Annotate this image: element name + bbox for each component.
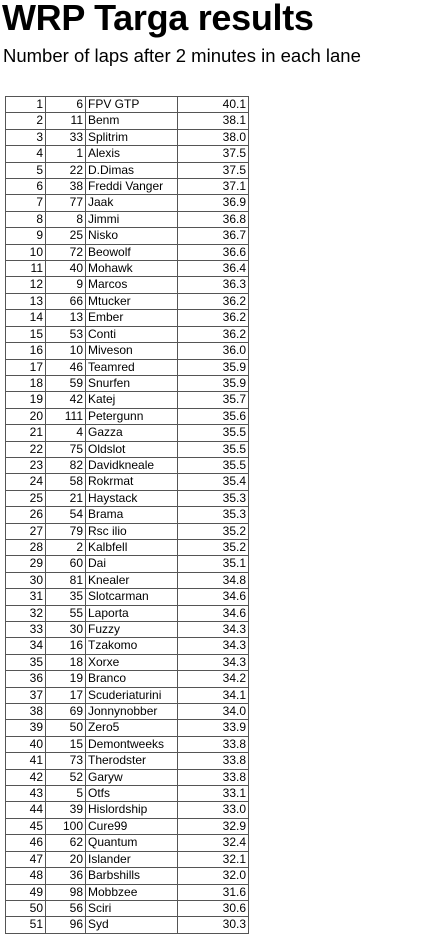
laps-cell: 37.5 — [178, 162, 249, 178]
driver-name-cell: D.Dimas — [86, 162, 178, 178]
position-cell: 16 — [6, 343, 46, 359]
driver-name-cell: Teamred — [86, 359, 178, 375]
position-cell: 20 — [6, 408, 46, 424]
position-cell: 26 — [6, 507, 46, 523]
laps-cell: 35.4 — [178, 474, 249, 490]
driver-name-cell: Laporta — [86, 605, 178, 621]
driver-name-cell: Otfs — [86, 786, 178, 802]
driver-name-cell: Katej — [86, 392, 178, 408]
position-cell: 43 — [6, 786, 46, 802]
car-number-cell: 2 — [46, 539, 86, 555]
driver-name-cell: Cure99 — [86, 818, 178, 834]
car-number-cell: 54 — [46, 507, 86, 523]
table-row — [6, 802, 249, 818]
car-number-cell: 19 — [46, 671, 86, 687]
driver-name-cell: Barbshills — [86, 868, 178, 884]
laps-cell: 36.2 — [178, 310, 249, 326]
car-number-cell: 59 — [46, 375, 86, 391]
car-number-cell: 82 — [46, 457, 86, 473]
laps-cell: 35.5 — [178, 441, 249, 457]
laps-cell: 33.0 — [178, 802, 249, 818]
car-number-cell: 11 — [46, 113, 86, 129]
laps-cell: 34.0 — [178, 704, 249, 720]
laps-cell: 34.2 — [178, 671, 249, 687]
table-row — [6, 868, 249, 884]
laps-cell: 36.8 — [178, 211, 249, 227]
car-number-cell: 98 — [46, 884, 86, 900]
laps-cell: 34.3 — [178, 638, 249, 654]
car-number-cell: 52 — [46, 769, 86, 785]
driver-name-cell: Fuzzy — [86, 622, 178, 638]
driver-name-cell: Therodster — [86, 753, 178, 769]
car-number-cell: 62 — [46, 835, 86, 851]
position-cell: 47 — [6, 851, 46, 867]
table-row — [6, 654, 249, 670]
driver-name-cell: Freddi Vanger — [86, 179, 178, 195]
driver-name-cell: Ember — [86, 310, 178, 326]
table-row — [6, 704, 249, 720]
table-row — [6, 359, 249, 375]
laps-cell: 36.4 — [178, 261, 249, 277]
car-number-cell: 96 — [46, 917, 86, 933]
position-cell: 34 — [6, 638, 46, 654]
laps-cell: 34.1 — [178, 687, 249, 703]
laps-cell: 38.0 — [178, 129, 249, 145]
driver-name-cell: Haystack — [86, 490, 178, 506]
table-row — [6, 671, 249, 687]
driver-name-cell: Branco — [86, 671, 178, 687]
laps-cell: 30.3 — [178, 917, 249, 933]
table-row — [6, 179, 249, 195]
table-row — [6, 392, 249, 408]
car-number-cell: 22 — [46, 162, 86, 178]
driver-name-cell: FPV GTP — [86, 97, 178, 113]
laps-cell: 35.1 — [178, 556, 249, 572]
position-cell: 35 — [6, 654, 46, 670]
position-cell: 5 — [6, 162, 46, 178]
car-number-cell: 56 — [46, 900, 86, 916]
laps-cell: 36.3 — [178, 277, 249, 293]
table-row — [6, 326, 249, 342]
laps-cell: 32.0 — [178, 868, 249, 884]
laps-cell: 34.3 — [178, 622, 249, 638]
car-number-cell: 1 — [46, 146, 86, 162]
position-cell: 30 — [6, 572, 46, 588]
table-row — [6, 277, 249, 293]
position-cell: 4 — [6, 146, 46, 162]
car-number-cell: 20 — [46, 851, 86, 867]
position-cell: 39 — [6, 720, 46, 736]
car-number-cell: 40 — [46, 261, 86, 277]
driver-name-cell: Jaak — [86, 195, 178, 211]
table-row — [6, 835, 249, 851]
position-cell: 42 — [6, 769, 46, 785]
laps-cell: 33.1 — [178, 786, 249, 802]
table-row — [6, 589, 249, 605]
car-number-cell: 8 — [46, 211, 86, 227]
table-row — [6, 97, 249, 113]
table-row — [6, 425, 249, 441]
driver-name-cell: Mohawk — [86, 261, 178, 277]
laps-cell: 40.1 — [178, 97, 249, 113]
driver-name-cell: Mobbzee — [86, 884, 178, 900]
driver-name-cell: Gazza — [86, 425, 178, 441]
laps-cell: 37.1 — [178, 179, 249, 195]
position-cell: 8 — [6, 211, 46, 227]
driver-name-cell: Splitrim — [86, 129, 178, 145]
driver-name-cell: Quantum — [86, 835, 178, 851]
laps-cell: 35.3 — [178, 507, 249, 523]
table-row — [6, 539, 249, 555]
table-row — [6, 818, 249, 834]
laps-cell: 33.9 — [178, 720, 249, 736]
results-table-body — [6, 97, 249, 934]
table-row — [6, 523, 249, 539]
driver-name-cell: Petergunn — [86, 408, 178, 424]
car-number-cell: 46 — [46, 359, 86, 375]
laps-cell: 35.7 — [178, 392, 249, 408]
driver-name-cell: Mtucker — [86, 293, 178, 309]
position-cell: 12 — [6, 277, 46, 293]
position-cell: 40 — [6, 736, 46, 752]
car-number-cell: 42 — [46, 392, 86, 408]
table-row — [6, 769, 249, 785]
laps-cell: 35.5 — [178, 425, 249, 441]
table-row — [6, 228, 249, 244]
laps-cell: 36.2 — [178, 326, 249, 342]
results-table — [5, 96, 249, 934]
driver-name-cell: Dai — [86, 556, 178, 572]
laps-cell: 32.4 — [178, 835, 249, 851]
table-row — [6, 310, 249, 326]
table-row — [6, 113, 249, 129]
table-row — [6, 261, 249, 277]
driver-name-cell: Rsc ilio — [86, 523, 178, 539]
table-row — [6, 720, 249, 736]
driver-name-cell: Scuderiaturini — [86, 687, 178, 703]
car-number-cell: 36 — [46, 868, 86, 884]
table-row — [6, 638, 249, 654]
laps-cell: 30.6 — [178, 900, 249, 916]
position-cell: 27 — [6, 523, 46, 539]
driver-name-cell: Conti — [86, 326, 178, 342]
laps-cell: 32.9 — [178, 818, 249, 834]
car-number-cell: 73 — [46, 753, 86, 769]
table-row — [6, 408, 249, 424]
laps-cell: 35.3 — [178, 490, 249, 506]
car-number-cell: 18 — [46, 654, 86, 670]
laps-cell: 34.6 — [178, 589, 249, 605]
position-cell: 22 — [6, 441, 46, 457]
car-number-cell: 21 — [46, 490, 86, 506]
car-number-cell: 60 — [46, 556, 86, 572]
position-cell: 32 — [6, 605, 46, 621]
position-cell: 24 — [6, 474, 46, 490]
laps-cell: 34.8 — [178, 572, 249, 588]
position-cell: 11 — [6, 261, 46, 277]
table-row — [6, 556, 249, 572]
position-cell: 48 — [6, 868, 46, 884]
driver-name-cell: Knealer — [86, 572, 178, 588]
position-cell: 13 — [6, 293, 46, 309]
position-cell: 44 — [6, 802, 46, 818]
car-number-cell: 75 — [46, 441, 86, 457]
position-cell: 15 — [6, 326, 46, 342]
table-row — [6, 343, 249, 359]
car-number-cell: 50 — [46, 720, 86, 736]
table-row — [6, 622, 249, 638]
table-row — [6, 441, 249, 457]
car-number-cell: 38 — [46, 179, 86, 195]
table-row — [6, 786, 249, 802]
driver-name-cell: Garyw — [86, 769, 178, 785]
position-cell: 38 — [6, 704, 46, 720]
driver-name-cell: Tzakomo — [86, 638, 178, 654]
driver-name-cell: Jimmi — [86, 211, 178, 227]
driver-name-cell: Hislordship — [86, 802, 178, 818]
laps-cell: 33.8 — [178, 753, 249, 769]
table-row — [6, 572, 249, 588]
car-number-cell: 16 — [46, 638, 86, 654]
table-row — [6, 900, 249, 916]
table-row — [6, 687, 249, 703]
driver-name-cell: Miveson — [86, 343, 178, 359]
car-number-cell: 10 — [46, 343, 86, 359]
position-cell: 41 — [6, 753, 46, 769]
driver-name-cell: Brama — [86, 507, 178, 523]
laps-cell: 36.2 — [178, 293, 249, 309]
car-number-cell: 15 — [46, 736, 86, 752]
table-row — [6, 244, 249, 260]
driver-name-cell: Sciri — [86, 900, 178, 916]
laps-cell: 31.6 — [178, 884, 249, 900]
table-row — [6, 146, 249, 162]
car-number-cell: 100 — [46, 818, 86, 834]
table-row — [6, 605, 249, 621]
car-number-cell: 53 — [46, 326, 86, 342]
table-row — [6, 851, 249, 867]
car-number-cell: 35 — [46, 589, 86, 605]
car-number-cell: 5 — [46, 786, 86, 802]
driver-name-cell: Demontweeks — [86, 736, 178, 752]
table-row — [6, 490, 249, 506]
driver-name-cell: Marcos — [86, 277, 178, 293]
position-cell: 19 — [6, 392, 46, 408]
laps-cell: 35.2 — [178, 523, 249, 539]
position-cell: 17 — [6, 359, 46, 375]
position-cell: 50 — [6, 900, 46, 916]
position-cell: 49 — [6, 884, 46, 900]
car-number-cell: 33 — [46, 129, 86, 145]
position-cell: 33 — [6, 622, 46, 638]
laps-cell: 35.5 — [178, 457, 249, 473]
page-title: WRP Targa results — [2, 0, 314, 38]
position-cell: 2 — [6, 113, 46, 129]
table-row — [6, 375, 249, 391]
driver-name-cell: Slotcarman — [86, 589, 178, 605]
car-number-cell: 6 — [46, 97, 86, 113]
position-cell: 51 — [6, 917, 46, 933]
driver-name-cell: Alexis — [86, 146, 178, 162]
position-cell: 21 — [6, 425, 46, 441]
table-row — [6, 293, 249, 309]
position-cell: 28 — [6, 539, 46, 555]
table-row — [6, 884, 249, 900]
driver-name-cell: Kalbfell — [86, 539, 178, 555]
car-number-cell: 69 — [46, 704, 86, 720]
driver-name-cell: Benm — [86, 113, 178, 129]
laps-cell: 36.7 — [178, 228, 249, 244]
car-number-cell: 13 — [46, 310, 86, 326]
position-cell: 45 — [6, 818, 46, 834]
car-number-cell: 25 — [46, 228, 86, 244]
driver-name-cell: Rokrmat — [86, 474, 178, 490]
laps-cell: 35.9 — [178, 359, 249, 375]
car-number-cell: 9 — [46, 277, 86, 293]
driver-name-cell: Islander — [86, 851, 178, 867]
table-row — [6, 753, 249, 769]
driver-name-cell: Snurfen — [86, 375, 178, 391]
car-number-cell: 55 — [46, 605, 86, 621]
table-row — [6, 457, 249, 473]
driver-name-cell: Beowolf — [86, 244, 178, 260]
position-cell: 10 — [6, 244, 46, 260]
position-cell: 46 — [6, 835, 46, 851]
page-subtitle: Number of laps after 2 minutes in each lane — [3, 45, 361, 66]
table-row — [6, 211, 249, 227]
laps-cell: 33.8 — [178, 769, 249, 785]
position-cell: 7 — [6, 195, 46, 211]
position-cell: 31 — [6, 589, 46, 605]
car-number-cell: 30 — [46, 622, 86, 638]
driver-name-cell: Zero5 — [86, 720, 178, 736]
driver-name-cell: Davidkneale — [86, 457, 178, 473]
car-number-cell: 39 — [46, 802, 86, 818]
table-row — [6, 736, 249, 752]
car-number-cell: 66 — [46, 293, 86, 309]
laps-cell: 36.0 — [178, 343, 249, 359]
table-row — [6, 507, 249, 523]
position-cell: 6 — [6, 179, 46, 195]
car-number-cell: 4 — [46, 425, 86, 441]
position-cell: 3 — [6, 129, 46, 145]
table-row — [6, 474, 249, 490]
position-cell: 9 — [6, 228, 46, 244]
driver-name-cell: Jonnynobber — [86, 704, 178, 720]
position-cell: 37 — [6, 687, 46, 703]
laps-cell: 33.8 — [178, 736, 249, 752]
laps-cell: 32.1 — [178, 851, 249, 867]
car-number-cell: 79 — [46, 523, 86, 539]
table-row — [6, 162, 249, 178]
car-number-cell: 111 — [46, 408, 86, 424]
position-cell: 23 — [6, 457, 46, 473]
car-number-cell: 77 — [46, 195, 86, 211]
laps-cell: 35.6 — [178, 408, 249, 424]
laps-cell: 34.6 — [178, 605, 249, 621]
laps-cell: 34.3 — [178, 654, 249, 670]
laps-cell: 36.9 — [178, 195, 249, 211]
driver-name-cell: Xorxe — [86, 654, 178, 670]
car-number-cell: 81 — [46, 572, 86, 588]
driver-name-cell: Nisko — [86, 228, 178, 244]
car-number-cell: 72 — [46, 244, 86, 260]
table-row — [6, 195, 249, 211]
laps-cell: 36.6 — [178, 244, 249, 260]
position-cell: 14 — [6, 310, 46, 326]
position-cell: 36 — [6, 671, 46, 687]
driver-name-cell: Oldslot — [86, 441, 178, 457]
position-cell: 25 — [6, 490, 46, 506]
car-number-cell: 58 — [46, 474, 86, 490]
driver-name-cell: Syd — [86, 917, 178, 933]
laps-cell: 38.1 — [178, 113, 249, 129]
laps-cell: 37.5 — [178, 146, 249, 162]
position-cell: 18 — [6, 375, 46, 391]
laps-cell: 35.9 — [178, 375, 249, 391]
position-cell: 1 — [6, 97, 46, 113]
laps-cell: 35.2 — [178, 539, 249, 555]
car-number-cell: 17 — [46, 687, 86, 703]
table-row — [6, 129, 249, 145]
position-cell: 29 — [6, 556, 46, 572]
